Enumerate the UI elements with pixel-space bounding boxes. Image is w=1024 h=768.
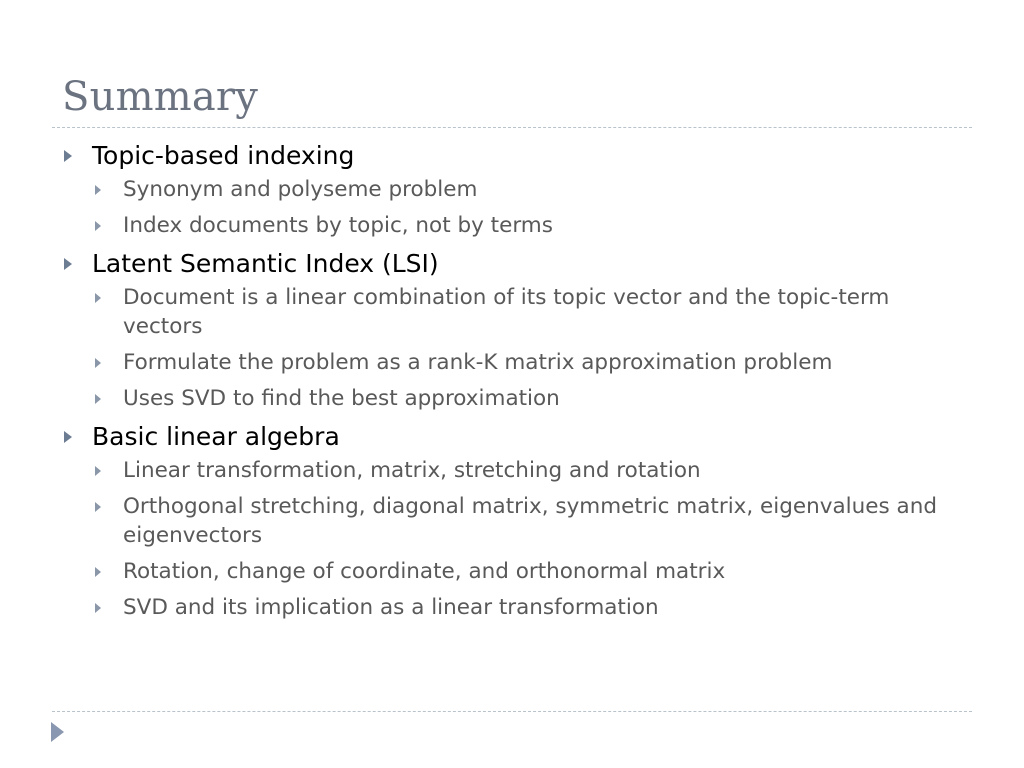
sub-bullet — [62, 557, 962, 586]
sub-bullet-text: Synonym and polyseme problem — [123, 177, 478, 202]
slide-title: Summary — [62, 74, 258, 120]
topic-heading — [62, 420, 962, 454]
sub-bullet — [62, 283, 962, 341]
sub-bullet — [62, 593, 962, 622]
sub-bullet-text: Orthogonal stretching, diagonal matrix, symmetric matrix, eigenvalues and eigenvectors — [123, 494, 937, 548]
sub-bullet-text: Document is a linear combination of its topic vector and the topic-term vectors — [123, 285, 890, 339]
sub-bullet — [62, 456, 962, 485]
bullet-list — [62, 139, 962, 629]
title-divider — [52, 127, 972, 128]
sub-bullet-triangle-icon — [95, 502, 101, 512]
sub-bullet-text: Formulate the problem as a rank-K matrix approximation problem — [123, 350, 833, 375]
sub-bullet-text: Uses SVD to find the best approximation — [123, 386, 560, 411]
sub-bullet-text: Index documents by topic, not by terms — [123, 213, 553, 238]
topic-section — [62, 247, 962, 413]
sub-bullet — [62, 492, 962, 550]
sub-bullet-triangle-icon — [95, 221, 101, 231]
bullet-triangle-icon — [64, 258, 72, 270]
next-slide-arrow-icon[interactable] — [51, 722, 64, 742]
topic-section — [62, 420, 962, 622]
topic-heading-text: Basic linear algebra — [92, 422, 340, 451]
sub-bullet — [62, 384, 962, 413]
footer-divider — [52, 711, 972, 712]
sub-bullet-triangle-icon — [95, 466, 101, 476]
topic-heading-text: Latent Semantic Index (LSI) — [92, 249, 439, 278]
sub-bullet-text: Rotation, change of coordinate, and orthonormal matrix — [123, 559, 726, 584]
sub-bullet-triangle-icon — [95, 358, 101, 368]
bullet-triangle-icon — [64, 150, 72, 162]
bullet-triangle-icon — [64, 431, 72, 443]
sub-bullet-triangle-icon — [95, 394, 101, 404]
sub-bullet-text: SVD and its implication as a linear transformation — [123, 595, 659, 620]
sub-bullet-triangle-icon — [95, 567, 101, 577]
topic-heading-text: Topic-based indexing — [92, 141, 355, 170]
sub-bullet-triangle-icon — [95, 293, 101, 303]
sub-bullet — [62, 348, 962, 377]
topic-heading — [62, 247, 962, 281]
sub-bullet — [62, 211, 962, 240]
sub-bullet-triangle-icon — [95, 603, 101, 613]
sub-bullet-triangle-icon — [95, 185, 101, 195]
sub-bullet-text: Linear transformation, matrix, stretching and rotation — [123, 458, 701, 483]
topic-heading — [62, 139, 962, 173]
topic-section — [62, 139, 962, 240]
sub-bullet — [62, 175, 962, 204]
